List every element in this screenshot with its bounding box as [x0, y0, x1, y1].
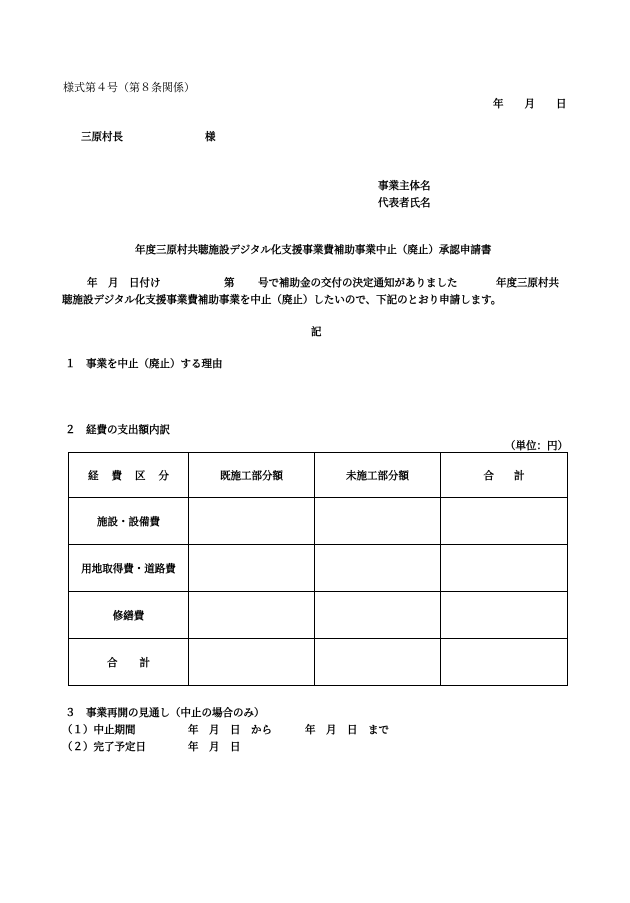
honorific: 様: [205, 131, 216, 143]
completion-date-label: （２）完了予定日: [62, 741, 146, 753]
table-row: [69, 639, 568, 686]
suspension-to: 年 月 日 まで: [305, 724, 389, 736]
date-line: 年 月 日: [493, 98, 567, 110]
header-category: 経費区分: [69, 453, 189, 498]
table-cell: [441, 498, 568, 545]
header-total: 合計: [441, 453, 568, 498]
table-row: [69, 545, 568, 592]
table-cell: [315, 592, 441, 639]
section2-number: ２: [65, 424, 76, 436]
table-cell: [441, 545, 568, 592]
completion-date: 年 月 日: [188, 741, 241, 753]
table-cell: [315, 545, 441, 592]
table-header-row: [69, 453, 568, 498]
cost-breakdown-table: [68, 452, 568, 686]
table-cell: [441, 592, 568, 639]
ki-heading: 記: [311, 326, 322, 338]
body-number-suffix: 号で補助金の交付の決定通知がありました: [258, 277, 458, 289]
addressee: 三原村長: [81, 131, 123, 143]
table-cell: [189, 639, 315, 686]
section3-number: ３: [65, 707, 76, 719]
section1-title: 事業を中止（廃止）する理由: [86, 358, 223, 370]
table-cell: [189, 498, 315, 545]
body-number-prefix: 第: [224, 277, 235, 289]
table-cell: [441, 639, 568, 686]
table-cell: [189, 545, 315, 592]
table-row: [69, 592, 568, 639]
section3-title: 事業再開の見通し（中止の場合のみ）: [86, 707, 265, 719]
applicant-rep-label: 代表者氏名: [378, 197, 431, 209]
body-year-tail: 年度三原村共: [496, 277, 559, 289]
table-row: [69, 498, 568, 545]
form-number-label: 様式第４号（第８条関係）: [63, 81, 195, 94]
row-label-total: 合計: [69, 639, 189, 686]
section2-title: 経費の支出額内訳: [86, 424, 170, 436]
table-cell: [189, 592, 315, 639]
row-label-facilities: 施設・設備費: [69, 498, 189, 545]
row-label-land-roads: 用地取得費・道路費: [69, 545, 189, 592]
applicant-org-label: 事業主体名: [378, 180, 431, 192]
suspension-period-label: （１）中止期間: [62, 724, 136, 736]
table-cell: [315, 639, 441, 686]
header-uncompleted-amount: 未施工部分額: [315, 453, 441, 498]
header-completed-amount: 既施工部分額: [189, 453, 315, 498]
document-title: 年度三原村共聴施設デジタル化支援事業費補助事業中止（廃止）承認申請書: [135, 244, 492, 256]
table-cell: [315, 498, 441, 545]
body-year-month: 年 月: [87, 277, 119, 289]
row-label-repairs: 修繕費: [69, 592, 189, 639]
section1-number: １: [65, 358, 76, 370]
body-line-2: 聴施設デジタル化支援事業費補助事業を中止（廃止）したいので、下記のとおり申請します。: [62, 294, 502, 306]
body-day-dated: 日付け: [129, 277, 161, 289]
unit-label: （単位：円）: [505, 440, 568, 452]
suspension-from: 年 月 日 から: [188, 724, 272, 736]
